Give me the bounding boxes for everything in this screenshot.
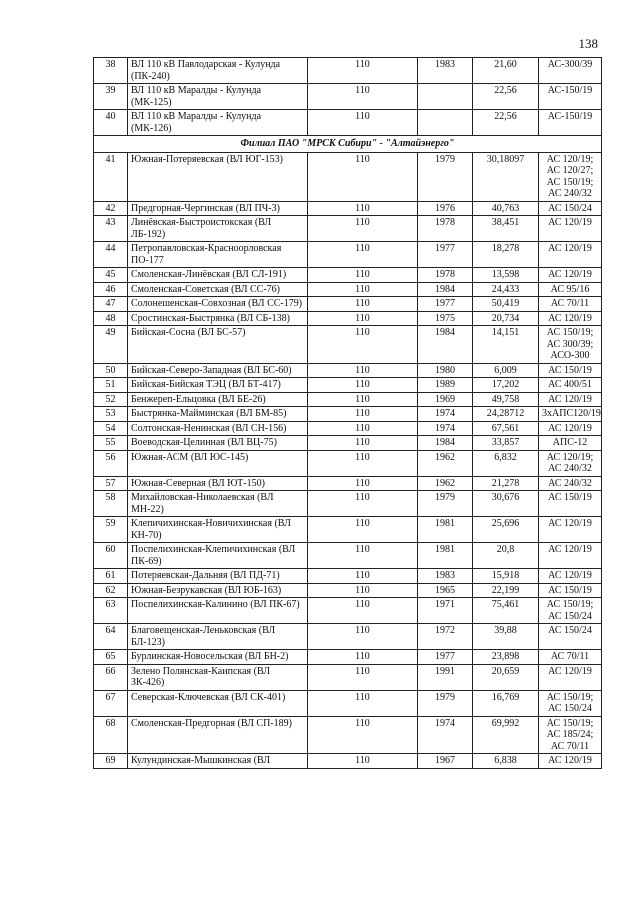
table-row [94, 110, 602, 136]
length-cell: 22,56 [473, 84, 539, 110]
wire-type: АС 150/19; [546, 176, 594, 188]
wire-type: АС 240/32 [548, 477, 592, 489]
wire-cell [539, 517, 602, 543]
wire-type: АС 95/16 [550, 283, 590, 295]
table-row [94, 517, 602, 543]
line-name: Зелено Полянская-Каипская (ВЛ ЗК-426) [128, 664, 308, 690]
row-number: 55 [94, 436, 128, 451]
line-name: Михайловская-Николаевская (ВЛ МН-22) [128, 491, 308, 517]
page-number: 138 [578, 36, 598, 51]
wire-type: 3хАПС120/19 [542, 408, 601, 419]
voltage-cell: 110 [308, 268, 418, 283]
row-number: 59 [94, 517, 128, 543]
table-row [94, 201, 602, 216]
length-cell: 6,832 [473, 450, 539, 476]
length-cell: 21,60 [473, 58, 539, 84]
table-row [94, 624, 602, 650]
wire-type: АС 120/19 [548, 544, 592, 555]
wire-type: АС 120/19 [548, 393, 592, 405]
table-row [94, 754, 602, 769]
wire-type: АС-150/19 [547, 111, 593, 122]
row-number: 65 [94, 650, 128, 665]
section-title: Филиал ПАО "МРСК Сибири" - "Алтайэнерго" [94, 136, 602, 153]
row-number: 69 [94, 754, 128, 769]
row-number: 53 [94, 407, 128, 422]
table-row [94, 407, 602, 422]
table-row [94, 450, 602, 476]
row-number: 40 [94, 110, 128, 136]
table-row [94, 543, 602, 569]
year-cell: 1979 [418, 690, 473, 716]
year-cell: 1965 [418, 583, 473, 598]
row-number: 57 [94, 476, 128, 491]
voltage-cell: 110 [308, 378, 418, 393]
length-cell: 24,28712 [473, 407, 539, 422]
line-name: Быстрянка-Майминская (ВЛ БМ-85) [128, 407, 308, 422]
wire-cell [539, 201, 602, 216]
wire-cell [539, 624, 602, 650]
length-cell: 6,009 [473, 363, 539, 378]
wire-type: АС 120/27; [546, 165, 594, 176]
wire-type: АПС-12 [552, 437, 588, 448]
length-cell: 17,202 [473, 378, 539, 393]
year-cell: 1981 [418, 543, 473, 569]
row-number: 62 [94, 583, 128, 598]
voltage-cell: 110 [308, 297, 418, 312]
wire-cell [539, 297, 602, 312]
length-cell: 67,561 [473, 421, 539, 436]
wire-cell [539, 326, 602, 364]
year-cell: 1977 [418, 242, 473, 268]
length-cell: 30,676 [473, 491, 539, 517]
wire-type: АС 150/19; [546, 717, 594, 729]
line-name: Воеводская-Целинная (ВЛ ВЦ-75) [128, 436, 308, 451]
table-section [94, 136, 602, 153]
length-cell: 50,419 [473, 297, 539, 312]
length-cell: 33,857 [473, 436, 539, 451]
row-number: 54 [94, 421, 128, 436]
length-cell: 24,433 [473, 282, 539, 297]
wire-cell [539, 476, 602, 491]
row-number: 67 [94, 690, 128, 716]
year-cell: 1978 [418, 268, 473, 283]
wire-type: АС-150/19 [547, 85, 593, 96]
row-number: 45 [94, 268, 128, 283]
year-cell: 1974 [418, 407, 473, 422]
length-cell: 20,734 [473, 311, 539, 326]
wire-cell [539, 110, 602, 136]
wire-type: АС 150/19; [546, 327, 594, 338]
line-name: Клепичихинская-Новичихинская (ВЛ КН-70) [128, 517, 308, 543]
voltage-cell: 110 [308, 152, 418, 201]
line-name: Петропавловская-Красноорловская ПО-177 [128, 242, 308, 268]
line-name: Кулундинская-Мышкинская (ВЛ [128, 754, 308, 769]
year-cell: 1979 [418, 152, 473, 201]
line-name: Благовещенская-Леньковская (ВЛ БЛ-123) [128, 624, 308, 650]
wire-cell [539, 84, 602, 110]
row-number: 41 [94, 152, 128, 201]
line-name: Южная-АСМ (ВЛ ЮС-145) [128, 450, 308, 476]
wire-type: АС 120/19 [548, 518, 592, 529]
year-cell: 1969 [418, 392, 473, 407]
voltage-cell: 110 [308, 421, 418, 436]
wire-type: АС 300/39; [546, 338, 594, 350]
row-number: 52 [94, 392, 128, 407]
table-row [94, 476, 602, 491]
year-cell: 1981 [418, 517, 473, 543]
wire-cell [539, 491, 602, 517]
wire-type: АС 70/11 [550, 651, 590, 662]
voltage-cell: 110 [308, 664, 418, 690]
voltage-cell: 110 [308, 491, 418, 517]
wire-cell [539, 664, 602, 690]
voltage-cell: 110 [308, 110, 418, 136]
wire-type: АС 70/11 [550, 298, 590, 309]
row-number: 39 [94, 84, 128, 110]
wire-cell [539, 436, 602, 451]
table-row [94, 690, 602, 716]
row-number: 48 [94, 311, 128, 326]
year-cell: 1979 [418, 491, 473, 517]
wire-cell [539, 268, 602, 283]
voltage-cell: 110 [308, 392, 418, 407]
voltage-cell: 110 [308, 436, 418, 451]
line-name: Линёвская-Быстроистокская (ВЛ ЛБ-192) [128, 216, 308, 242]
voltage-cell: 110 [308, 624, 418, 650]
wire-type: АС 150/24 [548, 610, 592, 622]
wire-type: АС 150/24 [548, 202, 592, 214]
length-cell: 75,461 [473, 598, 539, 624]
length-cell: 49,758 [473, 392, 539, 407]
wire-type: АС 150/19 [548, 584, 592, 596]
length-cell: 20,659 [473, 664, 539, 690]
row-number: 64 [94, 624, 128, 650]
length-cell: 21,278 [473, 476, 539, 491]
wire-type: АС 150/19 [548, 492, 592, 503]
length-cell: 39,88 [473, 624, 539, 650]
line-name: Сростинская-Быстрянка (ВЛ СБ-138) [128, 311, 308, 326]
year-cell [418, 110, 473, 136]
voltage-cell: 110 [308, 311, 418, 326]
length-cell: 13,598 [473, 268, 539, 283]
wire-cell [539, 598, 602, 624]
wire-cell [539, 450, 602, 476]
table-row [94, 598, 602, 624]
table-row [94, 583, 602, 598]
row-number: 38 [94, 58, 128, 84]
length-cell: 15,918 [473, 569, 539, 584]
line-name: ВЛ 110 кВ Маралды - Кулунда (МК-125) [128, 84, 308, 110]
line-name: Южная-Потеряевская (ВЛ ЮГ-153) [128, 152, 308, 201]
row-number: 46 [94, 282, 128, 297]
length-cell: 25,696 [473, 517, 539, 543]
wire-type: АС 120/19 [548, 570, 592, 581]
voltage-cell: 110 [308, 242, 418, 268]
wire-cell [539, 650, 602, 665]
length-cell: 18,278 [473, 242, 539, 268]
voltage-cell: 110 [308, 450, 418, 476]
table-row [94, 297, 602, 312]
voltage-cell: 110 [308, 407, 418, 422]
row-number: 68 [94, 716, 128, 754]
year-cell: 1977 [418, 297, 473, 312]
year-cell: 1974 [418, 421, 473, 436]
wire-cell [539, 58, 602, 84]
row-number: 51 [94, 378, 128, 393]
voltage-cell: 110 [308, 690, 418, 716]
voltage-cell: 110 [308, 754, 418, 769]
wire-type: АС 120/19 [548, 755, 592, 766]
year-cell [418, 84, 473, 110]
year-cell: 1974 [418, 716, 473, 754]
table-row [94, 326, 602, 364]
length-cell: 14,151 [473, 326, 539, 364]
wire-cell [539, 754, 602, 769]
table-row [94, 664, 602, 690]
line-name: Южная-Северная (ВЛ ЮТ-150) [128, 476, 308, 491]
year-cell: 1984 [418, 326, 473, 364]
wire-cell [539, 543, 602, 569]
length-cell: 23,898 [473, 650, 539, 665]
wire-type: АС 150/19; [546, 599, 594, 610]
table-row [94, 363, 602, 378]
table-row [94, 650, 602, 665]
table-row [94, 716, 602, 754]
year-cell: 1976 [418, 201, 473, 216]
year-cell: 1984 [418, 436, 473, 451]
wire-type: АС-300/39 [547, 59, 593, 70]
table-body-lower [94, 152, 602, 768]
row-number: 56 [94, 450, 128, 476]
row-number: 49 [94, 326, 128, 364]
wire-cell [539, 216, 602, 242]
wire-type: АСО-300 [550, 350, 590, 361]
voltage-cell: 110 [308, 476, 418, 491]
voltage-cell: 110 [308, 650, 418, 665]
voltage-cell: 110 [308, 282, 418, 297]
section-header-row [94, 136, 602, 153]
table-row [94, 392, 602, 407]
row-number: 66 [94, 664, 128, 690]
wire-cell [539, 363, 602, 378]
line-name: Бийская-Северо-Западная (ВЛ БС-60) [128, 363, 308, 378]
wire-type: АС 70/11 [550, 740, 590, 752]
wire-cell [539, 311, 602, 326]
wire-type: АС 400/51 [548, 379, 592, 390]
line-name: Бурлинская-Новосельская (ВЛ БН-2) [128, 650, 308, 665]
wire-cell [539, 378, 602, 393]
year-cell: 1978 [418, 216, 473, 242]
year-cell: 1967 [418, 754, 473, 769]
table-row [94, 84, 602, 110]
table-row [94, 436, 602, 451]
line-name: Поспелихинская-Калинино (ВЛ ПК-67) [128, 598, 308, 624]
voltage-cell: 110 [308, 583, 418, 598]
wire-type: АС 120/19 [548, 312, 592, 324]
length-cell: 40,763 [473, 201, 539, 216]
wire-cell [539, 407, 602, 422]
row-number: 47 [94, 297, 128, 312]
line-name: Северская-Ключевская (ВЛ СК-401) [128, 690, 308, 716]
year-cell: 1989 [418, 378, 473, 393]
wire-cell [539, 690, 602, 716]
voltage-cell: 110 [308, 326, 418, 364]
wire-cell [539, 716, 602, 754]
table-row [94, 421, 602, 436]
wire-type: АС 185/24; [546, 729, 594, 740]
length-cell: 22,56 [473, 110, 539, 136]
wire-cell [539, 282, 602, 297]
wire-type: АС 150/24 [548, 703, 592, 714]
table-row [94, 268, 602, 283]
wire-type: АС 150/24 [548, 625, 592, 636]
voltage-cell: 110 [308, 543, 418, 569]
voltage-cell: 110 [308, 58, 418, 84]
table-row [94, 152, 602, 201]
voltage-cell: 110 [308, 201, 418, 216]
row-number: 43 [94, 216, 128, 242]
wire-type: АС 120/19 [548, 269, 592, 280]
voltage-cell: 110 [308, 216, 418, 242]
wire-type: АС 120/19 [548, 217, 592, 228]
row-number: 60 [94, 543, 128, 569]
row-number: 61 [94, 569, 128, 584]
wire-cell [539, 152, 602, 201]
length-cell: 16,769 [473, 690, 539, 716]
line-name: Бийская-Сосна (ВЛ БС-57) [128, 326, 308, 364]
table-row [94, 216, 602, 242]
wire-type: АС 120/19; [546, 451, 594, 463]
line-name: Смоленская-Советская (ВЛ СС-76) [128, 282, 308, 297]
table-row [94, 491, 602, 517]
year-cell: 1991 [418, 664, 473, 690]
line-name: Поспелихинская-Клепичихинская (ВЛ ПК-69) [128, 543, 308, 569]
year-cell: 1962 [418, 450, 473, 476]
wire-type: АС 150/19; [546, 691, 594, 703]
length-cell: 38,451 [473, 216, 539, 242]
table-row [94, 569, 602, 584]
line-name: Солонешенская-Совхозная (ВЛ СС-179) [128, 297, 308, 312]
wire-type: АС 150/19 [548, 364, 592, 376]
voltage-cell: 110 [308, 84, 418, 110]
line-name: Бенжереп-Ельцовка (ВЛ БЕ-26) [128, 392, 308, 407]
wire-cell [539, 392, 602, 407]
line-name: Солтонская-Ненинская (ВЛ СН-156) [128, 421, 308, 436]
table-row [94, 242, 602, 268]
row-number: 44 [94, 242, 128, 268]
year-cell: 1980 [418, 363, 473, 378]
length-cell: 22,199 [473, 583, 539, 598]
line-name: Смоленская-Предгорная (ВЛ СП-189) [128, 716, 308, 754]
wire-cell [539, 242, 602, 268]
row-number: 50 [94, 363, 128, 378]
length-cell: 69,992 [473, 716, 539, 754]
length-cell: 20,8 [473, 543, 539, 569]
year-cell: 1962 [418, 476, 473, 491]
wire-type: АС 120/19 [548, 665, 592, 677]
line-name: Бийская-Бийская ТЭЦ (ВЛ БТ-417) [128, 378, 308, 393]
table-row [94, 282, 602, 297]
table-row [94, 58, 602, 84]
wire-type: АС 120/19; [546, 153, 594, 165]
voltage-cell: 110 [308, 569, 418, 584]
voltage-cell: 110 [308, 363, 418, 378]
wire-type: АС 240/32 [548, 463, 592, 474]
wire-type: АС 240/32 [548, 188, 592, 199]
year-cell: 1983 [418, 569, 473, 584]
line-name: Потеряевская-Дальняя (ВЛ ПД-71) [128, 569, 308, 584]
wire-cell [539, 583, 602, 598]
year-cell: 1983 [418, 58, 473, 84]
line-name: ВЛ 110 кВ Маралды - Кулунда (МК-126) [128, 110, 308, 136]
wire-type: АС 120/19 [548, 243, 592, 254]
line-name: Южная-Безрукавская (ВЛ ЮБ-163) [128, 583, 308, 598]
voltage-cell: 110 [308, 598, 418, 624]
line-name: ВЛ 110 кВ Павлодарская - Кулунда (ПК-240) [128, 58, 308, 84]
length-cell: 30,18097 [473, 152, 539, 201]
row-number: 63 [94, 598, 128, 624]
voltage-cell: 110 [308, 716, 418, 754]
table-body-upper [94, 58, 602, 136]
power-lines-table [93, 57, 602, 769]
row-number: 42 [94, 201, 128, 216]
wire-cell [539, 569, 602, 584]
table-row [94, 378, 602, 393]
line-name: Смоленская-Линёвская (ВЛ СЛ-191) [128, 268, 308, 283]
year-cell: 1984 [418, 282, 473, 297]
line-name: Предгорная-Чергинская (ВЛ ПЧ-3) [128, 201, 308, 216]
table-row [94, 311, 602, 326]
wire-type: АС 120/19 [548, 422, 592, 434]
voltage-cell: 110 [308, 517, 418, 543]
wire-cell [539, 421, 602, 436]
row-number: 58 [94, 491, 128, 517]
length-cell: 6,838 [473, 754, 539, 769]
year-cell: 1975 [418, 311, 473, 326]
year-cell: 1971 [418, 598, 473, 624]
year-cell: 1977 [418, 650, 473, 665]
year-cell: 1972 [418, 624, 473, 650]
